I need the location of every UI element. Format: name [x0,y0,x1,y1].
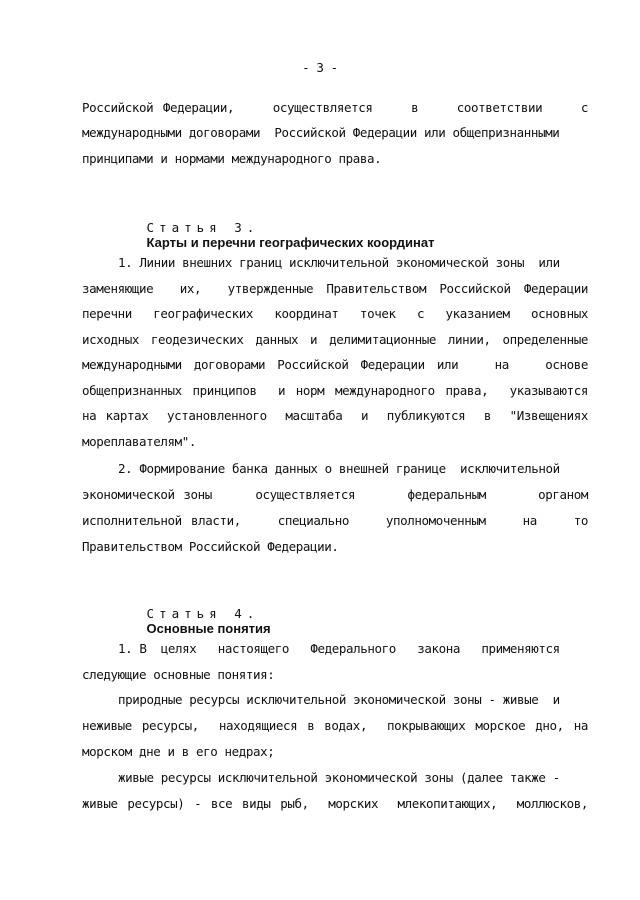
article-3-para-1-line: заменяющие их, утвержденные Правительством Российской Федерации [82,281,588,296]
article-4-prefix: Статья 4. [146,606,260,621]
article-4-para-3-line: живые ресурсы исключительной экономической зоны (далее также - [118,770,560,785]
article-4-para-2-line: морском дне и в его недрах; [82,744,275,759]
article-3-para-1-line: перечни географических координат точек с указанием основных [82,306,588,321]
article-3-para-2-line: экономической зоны осуществляется федеральным органом [82,487,588,502]
article-3-para-1-line: общепризнанных принципов и норм международного права, указываются [82,383,588,398]
article-4-para-2-line: неживые ресурсы, находящиеся в водах, покрывающих морское дно, на [82,718,588,733]
article-3-prefix: Статья 3. [146,220,260,235]
article-3-para-1-line: исходных геодезических данных и делимитационные линии, определенные [82,332,588,347]
article-4-title: Основные понятия [146,621,271,636]
intro-line: международными договорами Российской Федерации или общепризнанными [82,125,560,140]
article-3-para-1-line: международными договорами Российской Федерации или на основе [82,357,588,372]
article-3-para-1-line: на картах установленного масштаба и публикуются в "Извещениях [82,408,588,423]
article-3-para-2-line: 2. Формирование банка данных о внешней границе исключительной [118,461,560,476]
intro-line: принципами и нормами международного права. [82,151,382,166]
article-3-para-2-line: исполнительной власти, специально уполномоченным на то [82,513,588,528]
article-4-para-1-line: следующие основные понятия: [82,667,275,682]
article-3-title: Карты и перечни географических координат [146,235,435,250]
article-4-para-1-line: 1. В целях настоящего Федерального закона применяются [118,641,560,656]
page-number: - 3 - [302,60,338,75]
intro-line: Российской Федерации, осуществляется в соответствии с [82,100,588,115]
article-3-para-1-line: 1. Линии внешних границ исключительной экономической зоны или [118,255,560,270]
article-3-para-2-line: Правительством Российской Федерации. [82,539,339,554]
article-3-para-1-line: мореплавателям". [82,434,197,449]
article-4-para-2-line: природные ресурсы исключительной экономической зоны - живые и [118,692,560,707]
article-4-para-3-line: живые ресурсы) - все виды рыб, морских млекопитающих, моллюсков, [82,796,588,811]
